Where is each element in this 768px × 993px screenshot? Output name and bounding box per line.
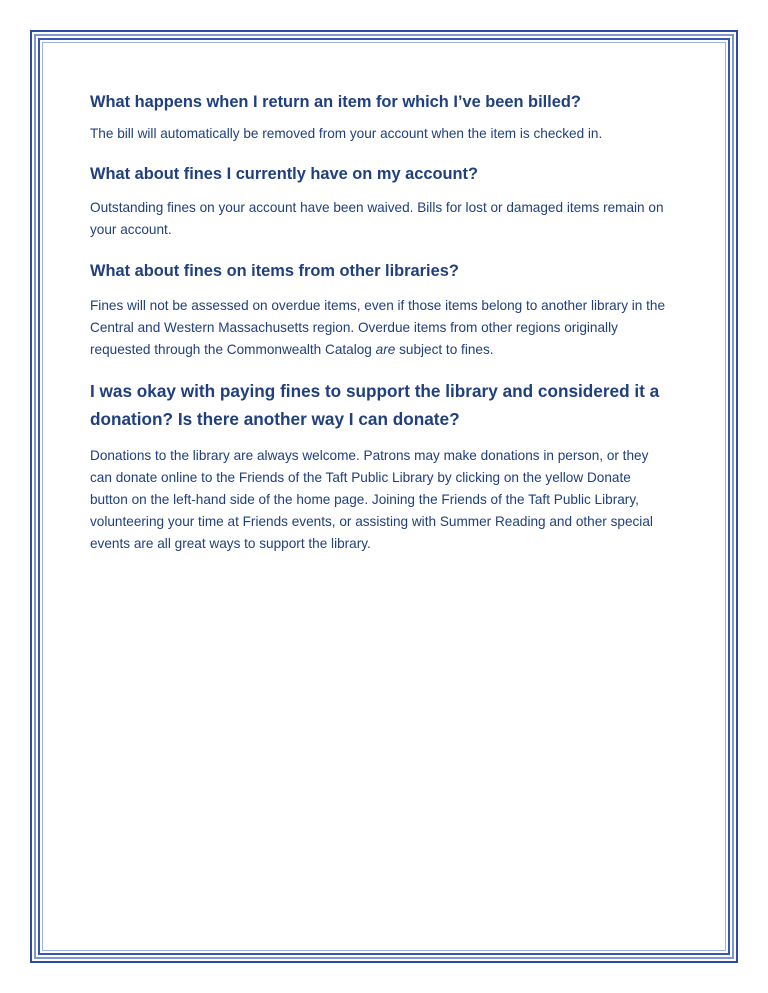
faq-answer-other-libraries-text-1: Fines will not be assessed on overdue items, even if those items belong to another library in the Central and Western Massachusetts region. Overdue items from other regions originally requested through the Commonwealth Catalog xyxy=(90,298,666,357)
faq-answer-billed-return: The bill will automatically be removed from your account when the item is checked in. xyxy=(90,126,603,141)
faq-question-donate: I was okay with paying fines to support the library and considered it a donation? Is there another way I can donate? xyxy=(90,381,660,429)
faq-answer-other-libraries xyxy=(90,295,680,361)
faq-question-billed-return: What happens when I return an item for which I’ve been billed? xyxy=(90,93,581,111)
faq-question-other-libraries: What about fines on items from other libraries? xyxy=(90,262,459,280)
faq-answer-current-fines: Outstanding fines on your account have been waived. Bills for lost or damaged items remain on your account. xyxy=(90,200,664,237)
faq-answer-other-libraries-text-2: subject to fines. xyxy=(395,342,494,357)
faq-content xyxy=(90,90,690,555)
faq-answer-other-libraries-emphasis: are xyxy=(375,342,396,357)
faq-answer-donate: Donations to the library are always welcome. Patrons may make donations in person, or they can donate online to the Friends of the Taft Public Library by clicking on the yellow Donate button on the left-hand side of the home page. Joining the Friends of the Taft Public Library, volunteering your time at Friends events, or assisting with Summer Reading and other special events are all great ways to support the library. xyxy=(90,448,653,551)
faq-question-current-fines: What about fines I currently have on my account? xyxy=(90,165,478,183)
